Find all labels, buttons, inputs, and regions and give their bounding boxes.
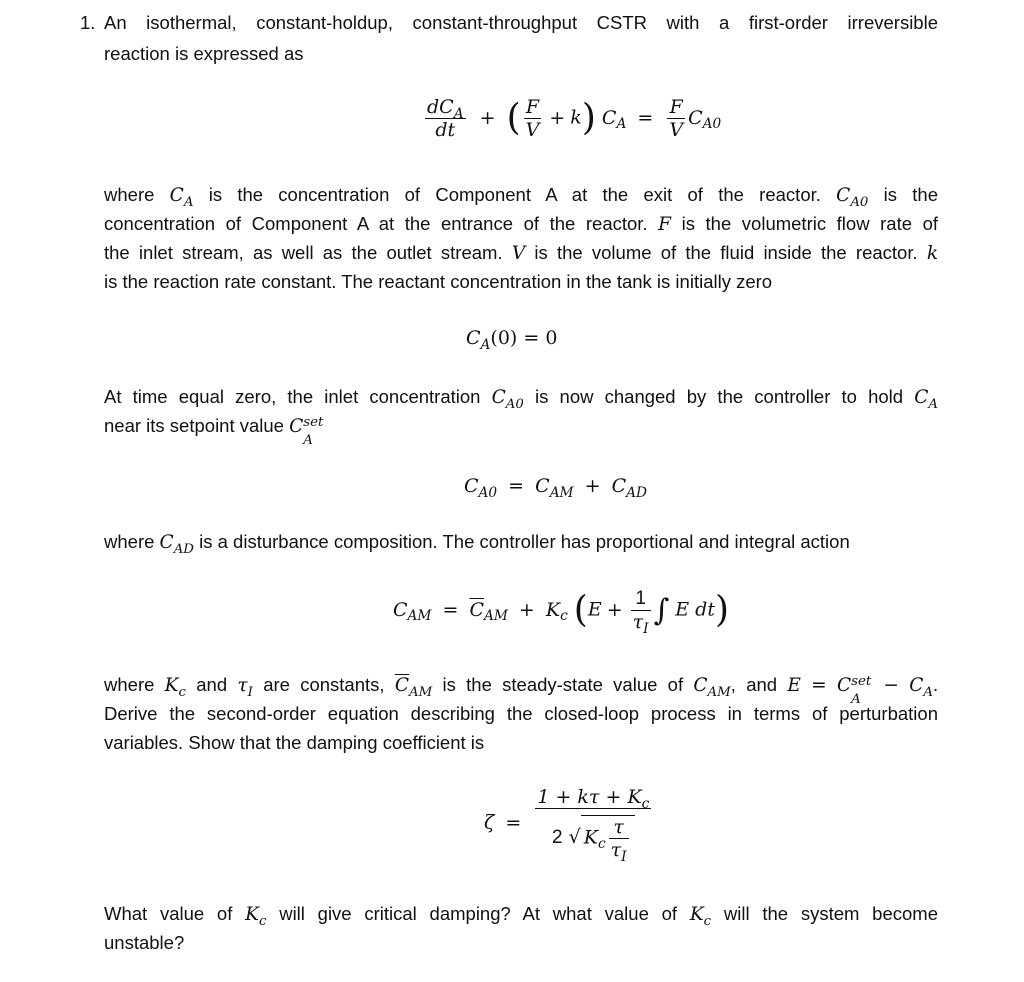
definitions-line-3: the inlet stream, as well as the outlet stream. V is the volume of the fluid inside the reactor. k (104, 242, 939, 264)
constants-line-2: Derive the second-order equation describing the closed-loop process in terms of perturbation (104, 703, 938, 724)
question-line-1: What value of $K_c$ will give critical damping? At what value of $K_c$ will the system become (104, 903, 938, 929)
setpoint-line-2: near its setpoint value C set A (104, 415, 324, 448)
question-line-2: unstable? (104, 932, 185, 953)
disturbance-line: where $C_{AD}$ is a disturbance composition. The controller has proportional and integral action (104, 531, 850, 557)
equation-material-balance: $\frac{dC_A}{dt}$ + ( $\frac{F}{V}$ + k) $C_A$ = $\frac{F}{V}$ $C_{A0}$ (427, 96, 722, 141)
intro-line-2: reaction is expressed as (104, 43, 304, 64)
constants-line-1: where $K_c$ and $\tau_I$ are constants, $\overline{C}_{AM}$ is the steady-state value of $C_{AM}$, and E = C set A − $C_A$. (104, 674, 939, 707)
equation-damping-coefficient: ζ = $1 + k\tau + K_c$ 2 √ $K_c$ $\frac{\tau}{\tau_I}$ (484, 786, 650, 865)
definitions-line-2: concentration of Component A at the entrance of the reactor. F is the volumetric flow rate of (104, 213, 939, 235)
definitions-line-4: is the reaction rate constant. The reactant concentration in the tank is initially zero (104, 271, 773, 292)
equation-inlet-composition: $C_{A0} = C_{AM} + C_{AD}$ (464, 475, 647, 501)
setpoint-line-1: At time equal zero, the inlet concentration $C_{A0}$ is now changed by the controller to hold $C_A$ (104, 386, 939, 412)
constants-line-3: variables. Show that the damping coefficient is (104, 732, 485, 753)
definitions-line-1: where $C_A$ is the concentration of Component A at the exit of the reactor. $C_{A0}$ is the (104, 184, 939, 210)
equation-initial-condition: $C_A(0) = 0$ (466, 327, 558, 353)
problem-number: 1. (80, 12, 96, 33)
equation-pi-controller: $C_{AM} = \overline{C}_{AM} + K_c$ (E + $\frac{1}{\tau_I}$ ∫ E dt) (393, 588, 730, 637)
intro-line-1: An isothermal, constant-holdup, constant-throughput CSTR with a first-order irreversible (104, 12, 938, 33)
